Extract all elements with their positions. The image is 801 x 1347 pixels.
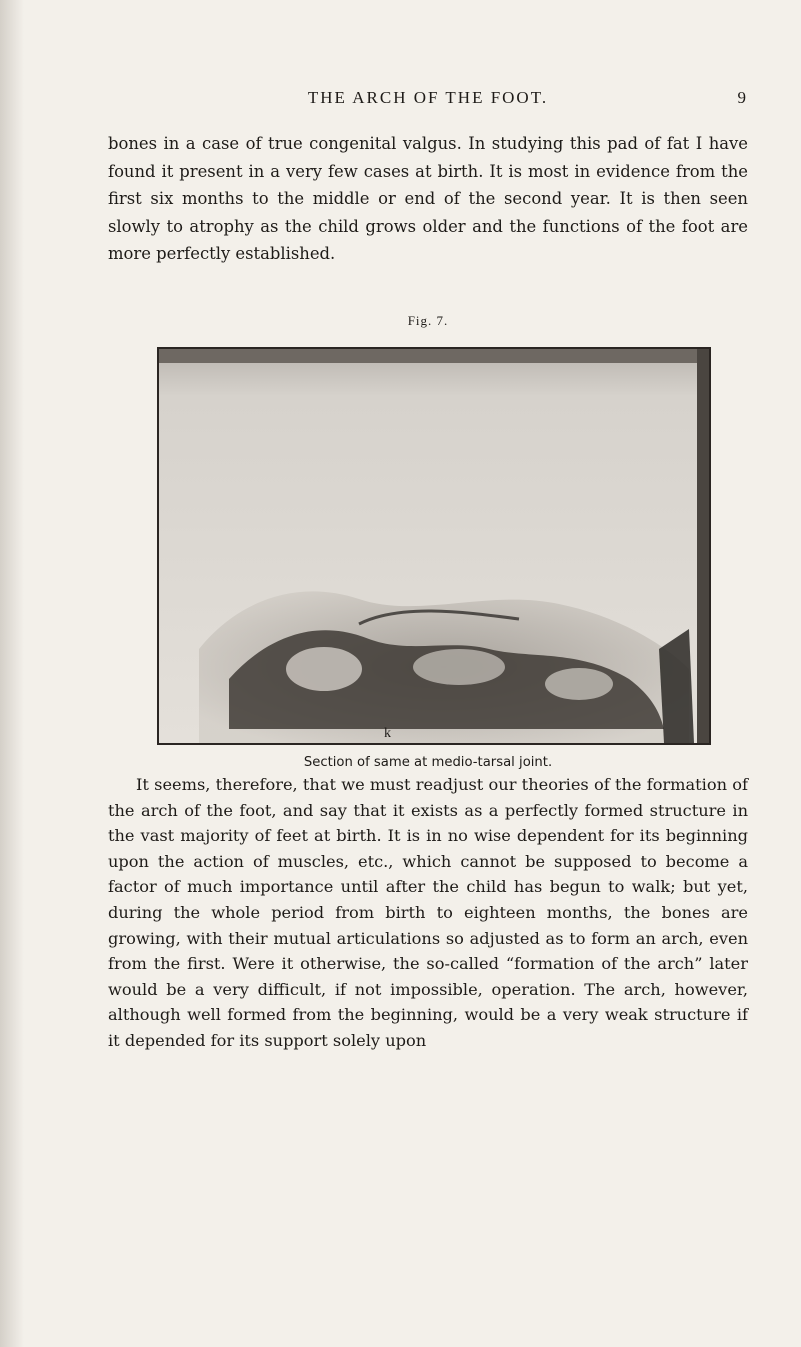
bone-highlight-left [286, 647, 362, 691]
running-head [108, 88, 748, 112]
foot-section-illustration [159, 349, 709, 743]
paragraph-top: bones in a case of true congenital valgus. In studying this pad of fat I have found it present in a very few cases at birth. It is most in evidence from the first six months to the middle or end of the second year. It is then seen slowly to atrophy as the child grows older and the functions of the foot are more perfectly established. [108, 134, 748, 263]
bone-highlight-middle [413, 649, 505, 685]
figure-plate [157, 347, 711, 745]
plate-top-band [159, 349, 709, 363]
bone-highlight-right [545, 668, 613, 700]
page-number: 9 [737, 88, 748, 107]
paragraph-bottom: It seems, therefore, that we must readjust our theories of the formation of the arch of the foot, and say that it exists as a perfectly formed structure in the vast majority of feet at birth. It is in no wise dependent for its beginning upon the action of muscles, etc., which cannot be supposed to become a factor of much importance until after the child has begun to walk; but yet, during the whole period from birth to eighteen months, the bones are growing, with their mutual articulations so adjusted as to form an arch, even from the first. Were it otherwise, the so-called “formation of the arch” later would be a very difficult, if not impossible, operation. The arch, however, although well formed from the beginning, would be a very weak structure if it depended for its support solely upon [108, 775, 748, 1050]
plate-letter: k [384, 726, 391, 741]
page-edge-shadow [0, 0, 24, 1347]
plate-right-band [697, 349, 709, 743]
figure-label: Fig. 7. [407, 313, 449, 328]
figure-caption: Section of same at medio-tarsal joint. [303, 755, 553, 770]
running-head-title: THE ARCH OF THE FOOT. [307, 88, 549, 107]
right-edge-mass [659, 629, 694, 743]
